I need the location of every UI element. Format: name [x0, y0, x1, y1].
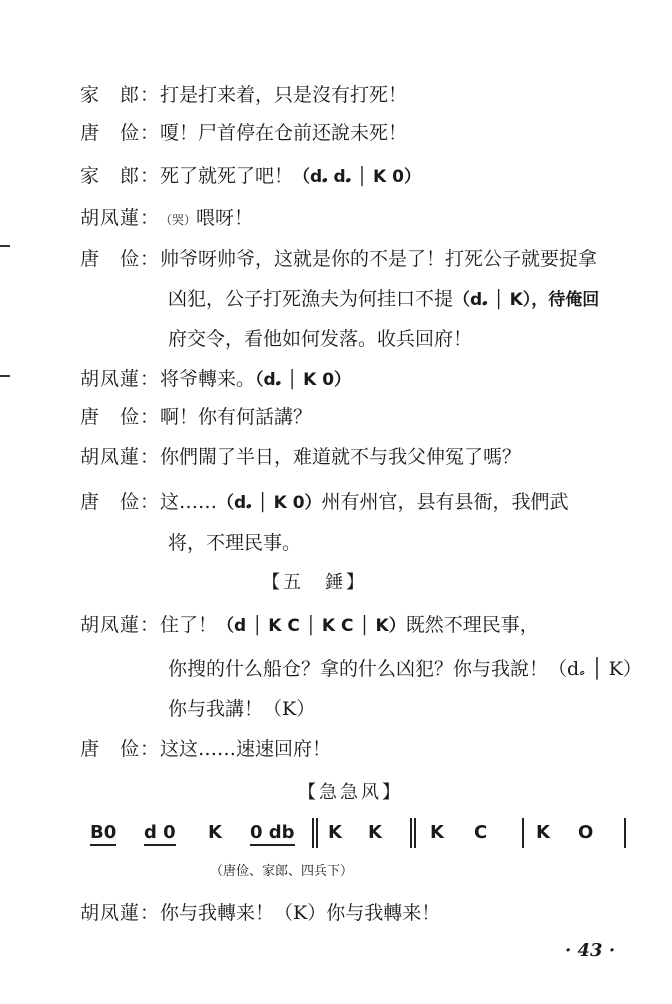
speaker: 唐 俭：: [80, 738, 161, 760]
score-note: C: [474, 822, 488, 843]
dialogue-text: 这这……速速回府！: [160, 738, 332, 760]
dialogue-text: 死了就死了吧！: [160, 165, 294, 187]
dialogue-text: 州有州官，县有县衙，我們武: [321, 491, 569, 513]
speaker: 胡凤蓮：: [80, 207, 161, 229]
section-title: 【急急风】: [298, 782, 403, 803]
score-note: d 0: [144, 822, 176, 846]
score-note: K: [368, 822, 382, 843]
dialogue-text: 你們閙了半日，难道就不与我父伸冤了嗎？: [160, 446, 522, 468]
speaker: 唐 俭：: [80, 122, 161, 144]
speaker: 胡凤蓮：: [80, 368, 161, 390]
bar-line: [414, 818, 416, 848]
dialogue-line: [80, 163, 652, 190]
dialogue-line: [80, 205, 652, 233]
bar-line: [522, 818, 524, 848]
speaker: 胡凤蓮：: [80, 614, 161, 636]
dialogue-line: [80, 246, 652, 272]
bar-line: [316, 818, 318, 848]
dialogue-line: [80, 444, 652, 470]
section-title: 【五 錘】: [262, 572, 367, 593]
dialogue-line: [80, 736, 652, 762]
percussion-notation: （d │ K C │ K C │ K）: [217, 616, 406, 636]
dialogue-continuation: 府交令，看他如何发落。收兵回府！: [168, 328, 473, 350]
stage-direction: （唐俭、家郎、四兵下）: [210, 864, 354, 879]
score-note: K: [208, 822, 222, 843]
percussion-notation: （d𝅗 │ K 0）: [217, 493, 322, 513]
score-note: K: [328, 822, 342, 843]
speaker: 唐 俭：: [80, 248, 161, 270]
speaker: 胡凤蓮：: [80, 446, 161, 468]
dialogue-line: [80, 900, 652, 926]
speaker: 胡凤蓮：: [80, 902, 161, 924]
bar-line: [624, 818, 626, 848]
dialogue-line: [80, 404, 652, 430]
percussion-notation: （d𝅗 d𝅗 │ K 0）: [293, 167, 421, 187]
score-note: B0: [90, 822, 116, 846]
score-note: 0 db: [250, 822, 295, 846]
percussion-notation: （d𝅗 │ K 0）: [255, 370, 352, 390]
dialogue-continuation: 凶犯，公子打死漁夫为何挂口不提（d𝅗 │ K），待俺回: [168, 288, 600, 310]
dialogue-text: 住了！: [160, 614, 218, 636]
dialogue-text: 喂呀！: [196, 207, 254, 229]
bar-line: [312, 818, 314, 848]
dialogue-text: 帅爷呀帅爷，这就是你的不是了！打死公子就要捉拿: [160, 248, 598, 270]
speaker: 家 郎：: [80, 84, 161, 106]
dialogue-text: 既然不理民事，: [405, 614, 539, 636]
speaker: 唐 俭：: [80, 406, 161, 428]
dialogue-text: 这……: [160, 491, 218, 513]
dialogue-text: 将爷轉来。: [160, 368, 256, 390]
dialogue-continuation: 你与我講！（K）: [168, 698, 316, 720]
dialogue-line: [80, 82, 652, 108]
dialogue-text: 打是打来着，只是沒有打死！: [160, 84, 408, 106]
dialogue-line: [80, 120, 652, 146]
dialogue-text: 啊！你有何話講？: [160, 406, 313, 428]
dialogue-text: 你与我轉来！（K）你与我轉来！: [160, 902, 441, 924]
score-note: K: [430, 822, 444, 843]
dialogue-text: 嗄！尸首停在仓前还說未死！: [160, 122, 408, 144]
score-note: K: [536, 822, 550, 843]
score-note: O: [578, 822, 594, 843]
page-number: · 43 ·: [565, 940, 616, 961]
speaker: 家 郎：: [80, 165, 161, 187]
margin-mark: [0, 375, 10, 377]
dialogue-line: [80, 366, 652, 393]
dialogue-continuation: 你搜的什么船仓？拿的什么凶犯？你与我說！（d𝅗 │ K）: [168, 658, 642, 680]
dialogue-continuation: 将，不理民事。: [168, 532, 302, 554]
percussion-score: [90, 818, 650, 850]
stage-note: （哭）: [160, 213, 197, 227]
dialogue-line: [80, 489, 652, 516]
percussion-notation: （d𝅗 │ K），待俺回: [453, 290, 600, 310]
margin-mark: [0, 245, 10, 247]
speaker: 唐 俭：: [80, 491, 161, 513]
bar-line: [410, 818, 412, 848]
dialogue-line: [80, 612, 652, 639]
